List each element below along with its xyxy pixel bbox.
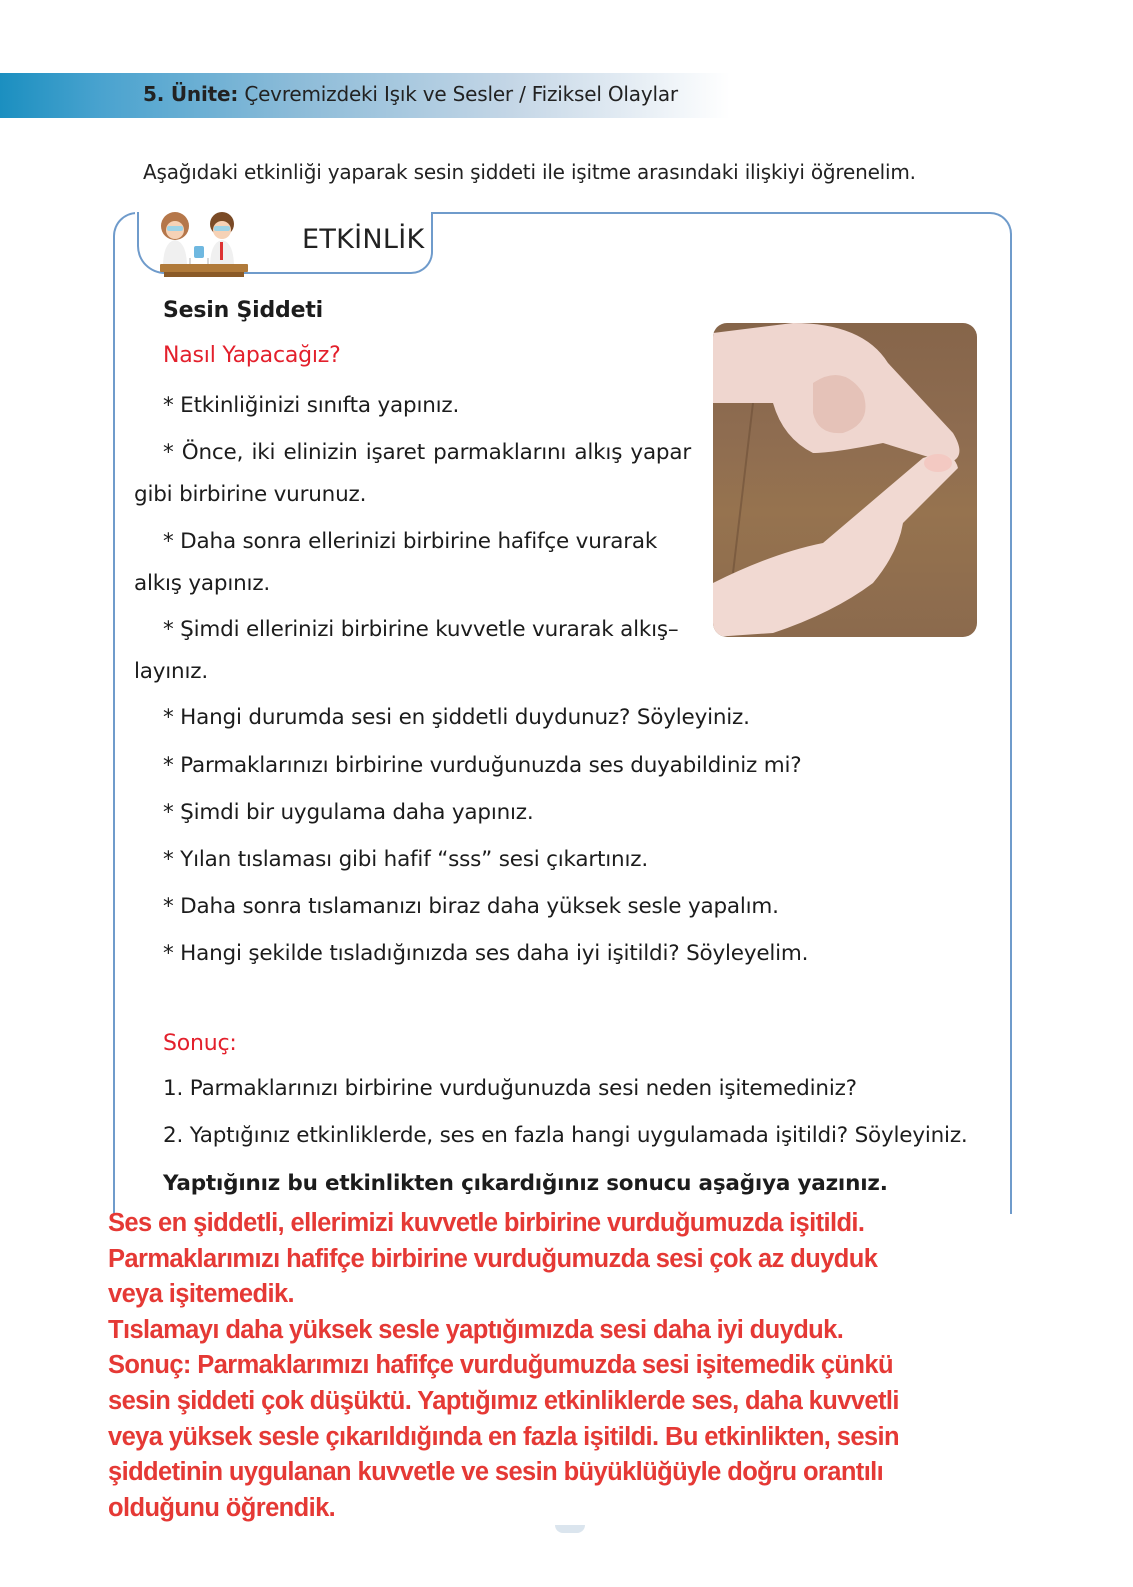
answer-line: Tıslamayı daha yüksek sesle yaptığımızda sesi daha iyi duyduk. — [108, 1315, 844, 1344]
two-kids-science-lab-icon — [150, 206, 250, 282]
step-line: layınız. — [134, 659, 208, 684]
unit-header — [143, 82, 678, 106]
question-text: Parmaklarınızı birbirine vurduğunuzda sesi neden işitemediniz? — [189, 1076, 857, 1101]
unit-number: 5. Ünite: — [143, 82, 239, 106]
handwritten-answer — [108, 1206, 1028, 1526]
hands-illustration-icon — [713, 323, 977, 637]
step-line: * Hangi durumda sesi en şiddetli duydunuz? Söyleyiniz. — [163, 705, 750, 730]
step-line: * Önce, iki elinizin işaret parmaklarını alkış yapar — [163, 440, 691, 465]
step-line: * Parmaklarınızı birbirine vurduğunuzda ses duyabildiniz mi? — [163, 753, 802, 778]
step-line: * Daha sonra ellerinizi birbirine hafifçe vurarak — [163, 529, 658, 554]
result-heading: Sonuç: — [163, 1031, 237, 1056]
answer-line: olduğunu öğrendik. — [108, 1493, 336, 1522]
step-line: * Şimdi ellerinizi birbirine kuvvetle vurarak alkış– — [163, 617, 679, 642]
step-line: * Yılan tıslaması gibi hafif “sss” sesi çıkartınız. — [163, 847, 648, 872]
question-1 — [163, 1076, 857, 1101]
page-number-tab — [555, 1525, 585, 1533]
question-number: 2. — [163, 1123, 184, 1148]
answer-line: şiddetinin uygulanan kuvvetle ve sesin büyüklüğüyle doğru orantılı — [108, 1458, 884, 1487]
question-text: Yaptığınız etkinliklerde, ses en fazla hangi uygulamada işitildi? Söyleyiniz. — [189, 1123, 968, 1148]
unit-title: Çevremizdeki Işık ve Sesler / Fiziksel Olaylar — [244, 82, 678, 106]
step-line: * Daha sonra tıslamanızı biraz daha yüksek sesle yapalım. — [163, 894, 779, 919]
how-heading: Nasıl Yapacağız? — [163, 343, 341, 368]
fingers-tapping-photo — [713, 323, 977, 637]
answer-line: sesin şiddeti çok düşüktü. Yaptığımız etkinliklerde ses, daha kuvvetli — [108, 1386, 899, 1415]
step-line: * Hangi şekilde tısladığınızda ses daha iyi işitildi? Söyleyelim. — [163, 941, 809, 966]
answer-line: Parmaklarımızı hafifçe birbirine vurduğumuzda sesi çok az duyduk — [108, 1244, 878, 1273]
answer-line: veya yüksek sesle çıkarıldığında en fazla işitildi. Bu etkinlikten, sesin — [108, 1422, 899, 1451]
answer-line: veya işitemedik. — [108, 1280, 295, 1309]
activity-label: ETKİNLİK — [302, 224, 425, 255]
step-line: * Şimdi bir uygulama daha yapınız. — [163, 800, 534, 825]
intro-text: Aşağıdaki etkinliği yaparak sesin şiddeti ile işitme arasındaki ilişkiyi öğrenelim. — [143, 160, 916, 184]
step-line: alkış yapınız. — [134, 571, 271, 596]
write-instruction: Yaptığınız bu etkinlikten çıkardığınız sonucu aşağıya yazınız. — [163, 1171, 888, 1196]
answer-line: Sonuç: Parmaklarımızı hafifçe vurduğumuzda sesi işitemedik çünkü — [108, 1351, 893, 1380]
answer-line: Ses en şiddetli, ellerimizi kuvvetle birbirine vurduğumuzda işitildi. — [108, 1209, 865, 1237]
activity-title: Sesin Şiddeti — [163, 298, 323, 323]
step-line: gibi birbirine vurunuz. — [134, 482, 367, 507]
question-2 — [163, 1123, 968, 1148]
step-line: * Etkinliğinizi sınıfta yapınız. — [163, 393, 460, 418]
question-number: 1. — [163, 1076, 184, 1101]
